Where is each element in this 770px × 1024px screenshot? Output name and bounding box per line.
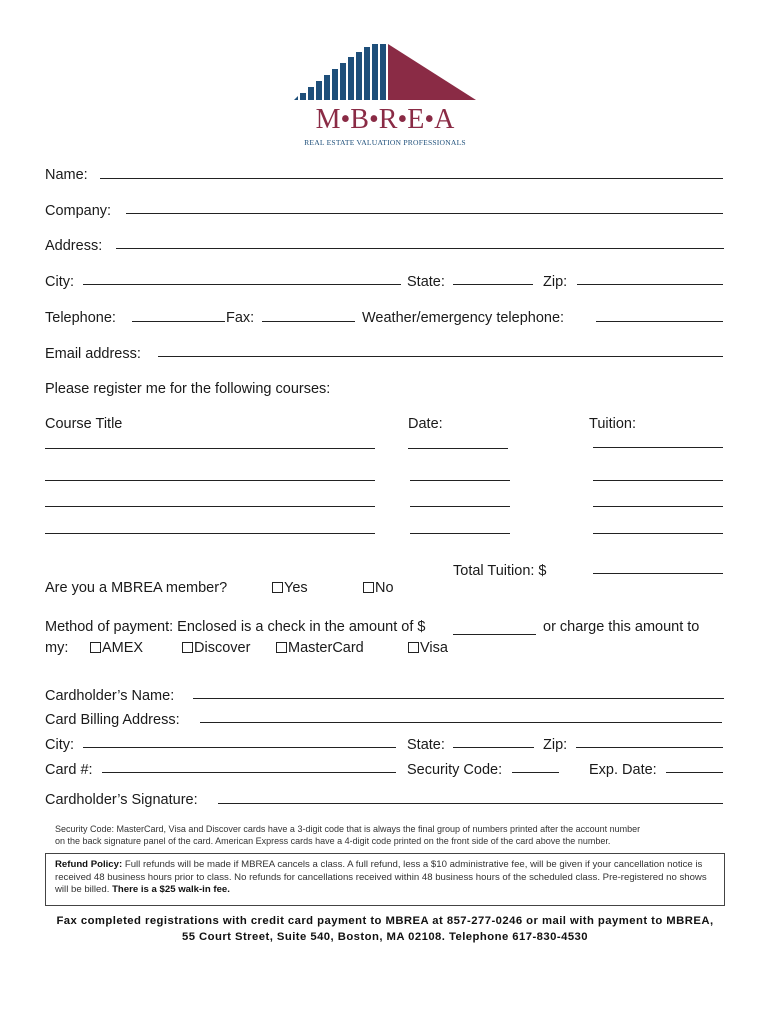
telephone-label: Telephone: xyxy=(45,310,116,326)
security-code-note-line1: Security Code: MasterCard, Visa and Discover cards have a 3-digit code that is always the final group of numbers printed after the account number xyxy=(55,824,641,834)
course-date-field[interactable] xyxy=(410,533,510,534)
course-tuition-field[interactable] xyxy=(593,533,723,534)
city-field[interactable] xyxy=(83,284,401,285)
member-question: Are you a MBREA member? xyxy=(45,580,228,596)
checkbox-icon[interactable] xyxy=(408,642,419,653)
card-city-label: City: xyxy=(45,737,74,753)
city-label: City: xyxy=(45,274,74,290)
course-date-header: Date: xyxy=(408,416,443,432)
checkbox-icon[interactable] xyxy=(276,642,287,653)
roof-icon xyxy=(292,44,478,104)
course-title-field[interactable] xyxy=(45,448,375,449)
member-yes-option[interactable] xyxy=(272,579,308,597)
course-date-field[interactable] xyxy=(410,506,510,507)
company-field[interactable] xyxy=(126,213,723,214)
discover-option[interactable] xyxy=(182,639,250,657)
checkbox-icon[interactable] xyxy=(272,582,283,593)
course-title-header: Course Title xyxy=(45,416,123,432)
card-state-field[interactable] xyxy=(453,747,534,748)
course-tuition-field[interactable] xyxy=(593,480,723,481)
cardholder-name-field[interactable] xyxy=(193,698,724,699)
card-zip-label: Zip: xyxy=(543,737,568,753)
visa-option[interactable] xyxy=(408,639,448,657)
courses-intro: Please register me for the following courses: xyxy=(45,381,331,397)
exp-date-field[interactable] xyxy=(666,772,723,773)
weather-telephone-field[interactable] xyxy=(596,321,723,322)
refund-policy-box xyxy=(45,853,725,906)
course-title-field[interactable] xyxy=(45,480,375,481)
visa-label: Visa xyxy=(420,640,448,656)
address-label: Address: xyxy=(45,238,103,254)
card-zip-field[interactable] xyxy=(576,747,723,748)
card-number-label: Card #: xyxy=(45,762,93,778)
fax-instructions-line2: 55 Court Street, Suite 540, Boston, MA 02108. Telephone 617-830-4530 xyxy=(181,931,589,943)
name-label: Name: xyxy=(45,167,88,183)
member-yes-label: Yes xyxy=(284,580,308,596)
walk-in-fee-note: There is a $25 walk-in fee. xyxy=(112,884,230,896)
charge-text: or charge this amount to xyxy=(543,619,700,635)
refund-policy-title: Refund Policy: xyxy=(55,859,123,870)
payment-method-text: Method of payment: Enclosed is a check in the amount of $ xyxy=(45,619,426,635)
course-title-field[interactable] xyxy=(45,506,375,507)
member-no-option[interactable] xyxy=(363,579,394,597)
total-tuition-field[interactable] xyxy=(593,573,723,574)
check-amount-field[interactable] xyxy=(453,634,536,635)
security-code-label: Security Code: xyxy=(407,762,503,778)
course-tuition-header: Tuition: xyxy=(589,416,637,432)
fax-field[interactable] xyxy=(262,321,355,322)
cardholder-name-label: Cardholder’s Name: xyxy=(45,688,175,704)
payment-my-label: my: xyxy=(45,640,69,656)
state-label: State: xyxy=(407,274,445,290)
exp-date-label: Exp. Date: xyxy=(589,762,657,778)
course-date-field[interactable] xyxy=(410,480,510,481)
company-label: Company: xyxy=(45,203,112,219)
card-number-field[interactable] xyxy=(102,772,396,773)
card-city-field[interactable] xyxy=(83,747,396,748)
mastercard-option[interactable] xyxy=(276,639,364,657)
logo-tagline: REAL ESTATE VALUATION PROFESSIONALS xyxy=(304,138,466,147)
checkbox-icon[interactable] xyxy=(363,582,374,593)
amex-label: AMEX xyxy=(102,640,144,656)
address-field[interactable] xyxy=(116,248,724,249)
billing-address-label: Card Billing Address: xyxy=(45,712,180,728)
telephone-field[interactable] xyxy=(132,321,225,322)
mastercard-label: MasterCard xyxy=(288,640,364,656)
member-no-label: No xyxy=(375,580,394,596)
amex-option[interactable] xyxy=(90,639,143,657)
card-state-label: State: xyxy=(407,737,445,753)
logo-wordmark: M•B•R•E•A xyxy=(315,104,455,135)
security-code-field[interactable] xyxy=(512,772,559,773)
checkbox-icon[interactable] xyxy=(90,642,101,653)
security-code-note-line2: on the back signature panel of the card. American Express cards have a 4-digit code printed on the front side of the card above the number. xyxy=(55,836,611,846)
course-tuition-field[interactable] xyxy=(593,447,723,448)
zip-field[interactable] xyxy=(577,284,723,285)
zip-label: Zip: xyxy=(543,274,568,290)
state-field[interactable] xyxy=(453,284,533,285)
name-field[interactable] xyxy=(100,178,723,179)
checkbox-icon[interactable] xyxy=(182,642,193,653)
signature-label: Cardholder’s Signature: xyxy=(45,792,198,808)
weather-telephone-label: Weather/emergency telephone: xyxy=(362,310,565,326)
course-tuition-field[interactable] xyxy=(593,506,723,507)
course-date-field[interactable] xyxy=(408,448,508,449)
email-label: Email address: xyxy=(45,346,141,362)
fax-label: Fax: xyxy=(226,310,255,326)
email-field[interactable] xyxy=(158,356,723,357)
billing-address-field[interactable] xyxy=(200,722,722,723)
discover-label: Discover xyxy=(194,640,251,656)
refund-policy-body: Full refunds will be made if MBREA cancels a class. A full refund, less a $10 administrative fee, will be given if your cancellation notice is received 48 business hours prior to class. No refunds for cancellations received within 48 business hours of the scheduled class. Pre-registered no shows will be billed. xyxy=(55,859,707,896)
course-title-field[interactable] xyxy=(45,533,375,534)
fax-instructions-line1: Fax completed registrations with credit card payment to MBREA at 857-277-0246 or mail with payment to MBREA, xyxy=(56,915,714,927)
total-tuition-label: Total Tuition: $ xyxy=(453,563,547,579)
signature-field[interactable] xyxy=(218,803,723,804)
